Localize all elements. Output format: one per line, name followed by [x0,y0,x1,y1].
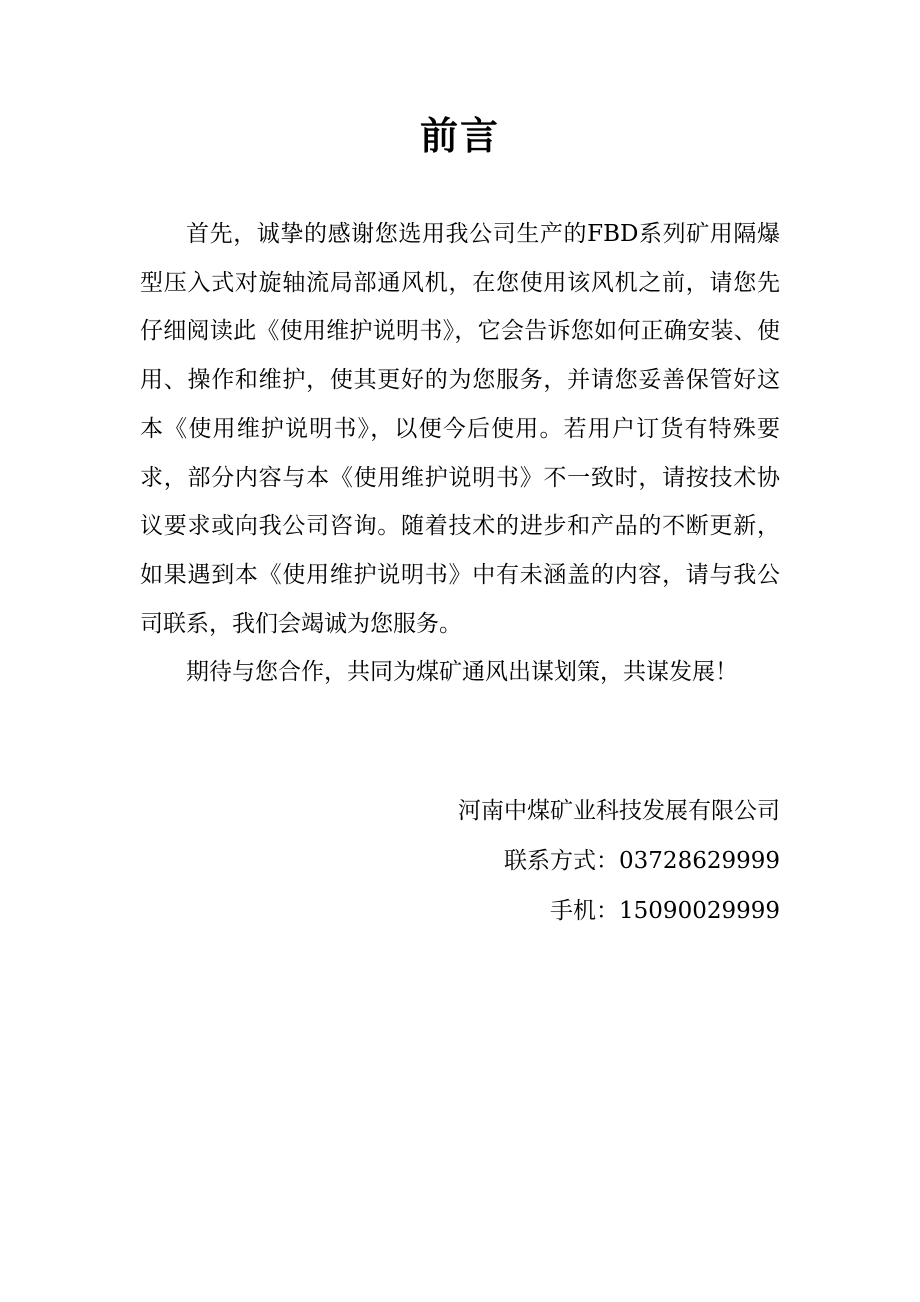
paragraph-intro: 首先，诚挚的感谢您选用我公司生产的FBD系列矿用隔爆型压入式对旋轴流局部通风机，在您使用该风机之前，请您先仔细阅读此《使用维护说明书》，它会告诉您如何正确安装、使用、操作和维护，使其更好的为您服务，并请您妥善保管好这本《使用维护说明书》，以便今后使用。若用户订货有特殊要求，部分内容与本《使用维护说明书》不一致时，请按技术协议要求或向我公司咨询。随着技术的进步和产品的不断更新，如果遇到本《使用维护说明书》中有未涵盖的内容，请与我公司联系，我们会竭诚为您服务。 [140,221,780,637]
preface-body [140,210,780,697]
signature-block [140,786,780,936]
contact-phone: 联系方式：03728629999 [504,848,780,874]
mobile-phone: 手机：15090029999 [550,898,780,924]
paragraph-closing: 期待与您合作，共同为煤矿通风出谋划策，共谋发展！ [186,659,738,686]
company-name: 河南中煤矿业科技发展有限公司 [458,798,780,824]
page-title: 前言 [419,113,500,158]
